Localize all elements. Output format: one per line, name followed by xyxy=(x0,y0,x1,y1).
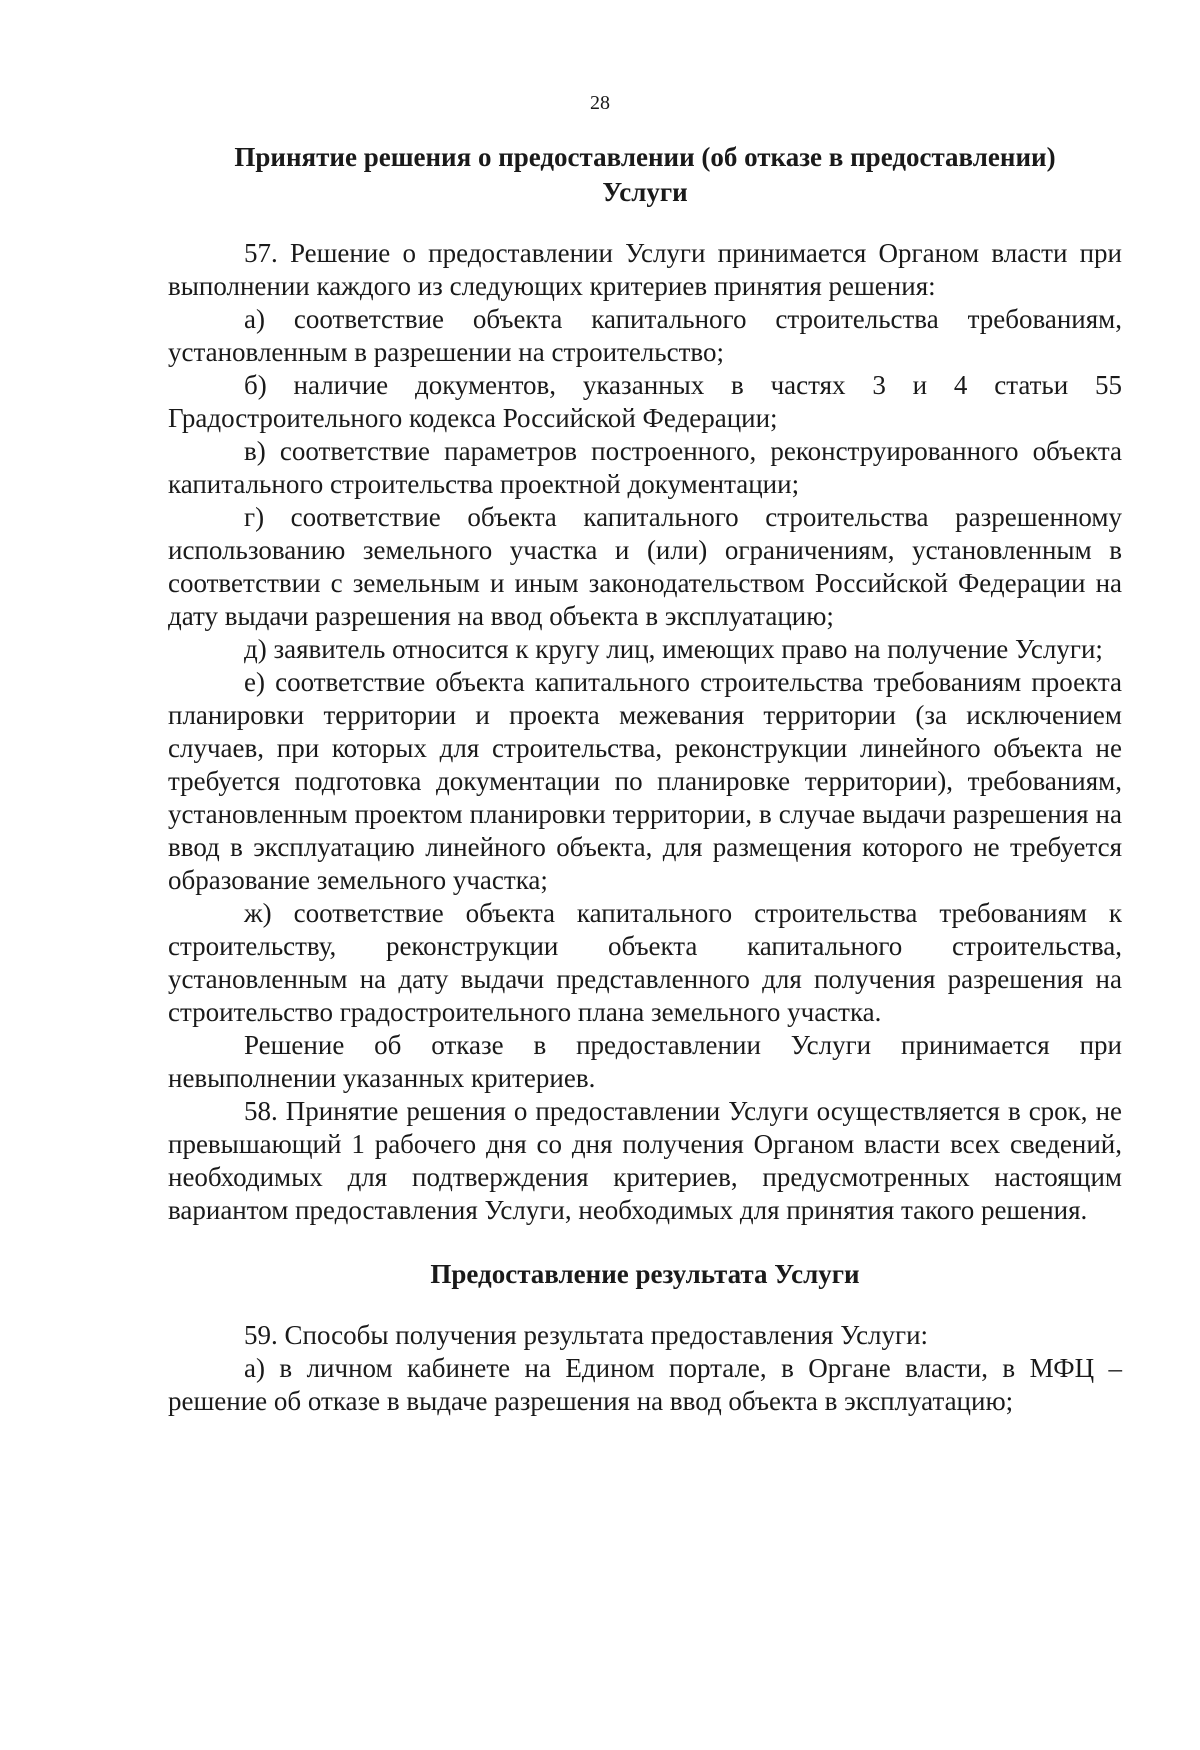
paragraph-59-a: а) в личном кабинете на Едином портале, в Органе власти, в МФЦ – решение об отказе в выдаче разрешения на ввод объекта в эксплуатацию; xyxy=(168,1353,1122,1416)
heading-line: Принятие решения о предоставлении (об отказе в предоставлении) xyxy=(234,142,1056,172)
paragraph-59: 59. Способы получения результата предоставления Услуги: xyxy=(244,1320,929,1350)
page-number: 28 xyxy=(590,92,610,114)
section-heading-decision xyxy=(168,140,1122,210)
paragraph-57-b: б) наличие документов, указанных в частях 3 и 4 статьи 55 Градостроительного кодекса Российской Федерации; xyxy=(168,370,1122,433)
section-heading-result: Предоставление результата Услуги xyxy=(430,1259,860,1289)
paragraph-57-g: г) соответствие объекта капитального строительства разрешенному использованию земельного участка и (или) ограничениям, установленным в соответствии с земельным и иным законодательством Российской Федерации на дату выдачи разрешения на ввод объекта в эксплуатацию; xyxy=(168,502,1122,631)
heading-line: Услуги xyxy=(602,177,688,207)
paragraph-57-e: е) соответствие объекта капитального строительства требованиям проекта планировки территории и проекта межевания территории (за исключением случаев, при которых для строительства, реконструкции линейного объекта не требуется подготовка документации по планировке территории), требованиям, установленным проектом планировки территории, в случае выдачи разрешения на ввод в эксплуатацию линейного объекта, для размещения которого не требуется образование земельного участка; xyxy=(168,667,1122,895)
paragraph-refusal: Решение об отказе в предоставлении Услуги принимается при невыполнении указанных критериев. xyxy=(168,1030,1122,1093)
paragraph-58: 58. Принятие решения о предоставлении Услуги осуществляется в срок, не превышающий 1 рабочего дня со дня получения Органом власти всех сведений, необходимых для подтверждения критериев, предусмотренных настоящим вариантом предоставления Услуги, необходимых для принятия такого решения. xyxy=(168,1096,1122,1225)
paragraph-57-v: в) соответствие параметров построенного, реконструированного объекта капитального строительства проектной документации; xyxy=(168,436,1122,499)
paragraph-57-zh: ж) соответствие объекта капитального строительства требованиям к строительству, реконструкции объекта капитального строительства, установленным на дату выдачи представленного для получения разрешения на строительство градостроительного плана земельного участка. xyxy=(168,898,1122,1027)
document-body xyxy=(168,140,1122,1418)
paragraph-57-a: а) соответствие объекта капитального строительства требованиям, установленным в разрешении на строительство; xyxy=(168,304,1122,367)
paragraph-57-d: д) заявитель относится к кругу лиц, имеющих право на получение Услуги; xyxy=(244,634,1103,664)
paragraph-57: 57. Решение о предоставлении Услуги принимается Органом власти при выполнении каждого из следующих критериев принятия решения: xyxy=(168,238,1122,301)
